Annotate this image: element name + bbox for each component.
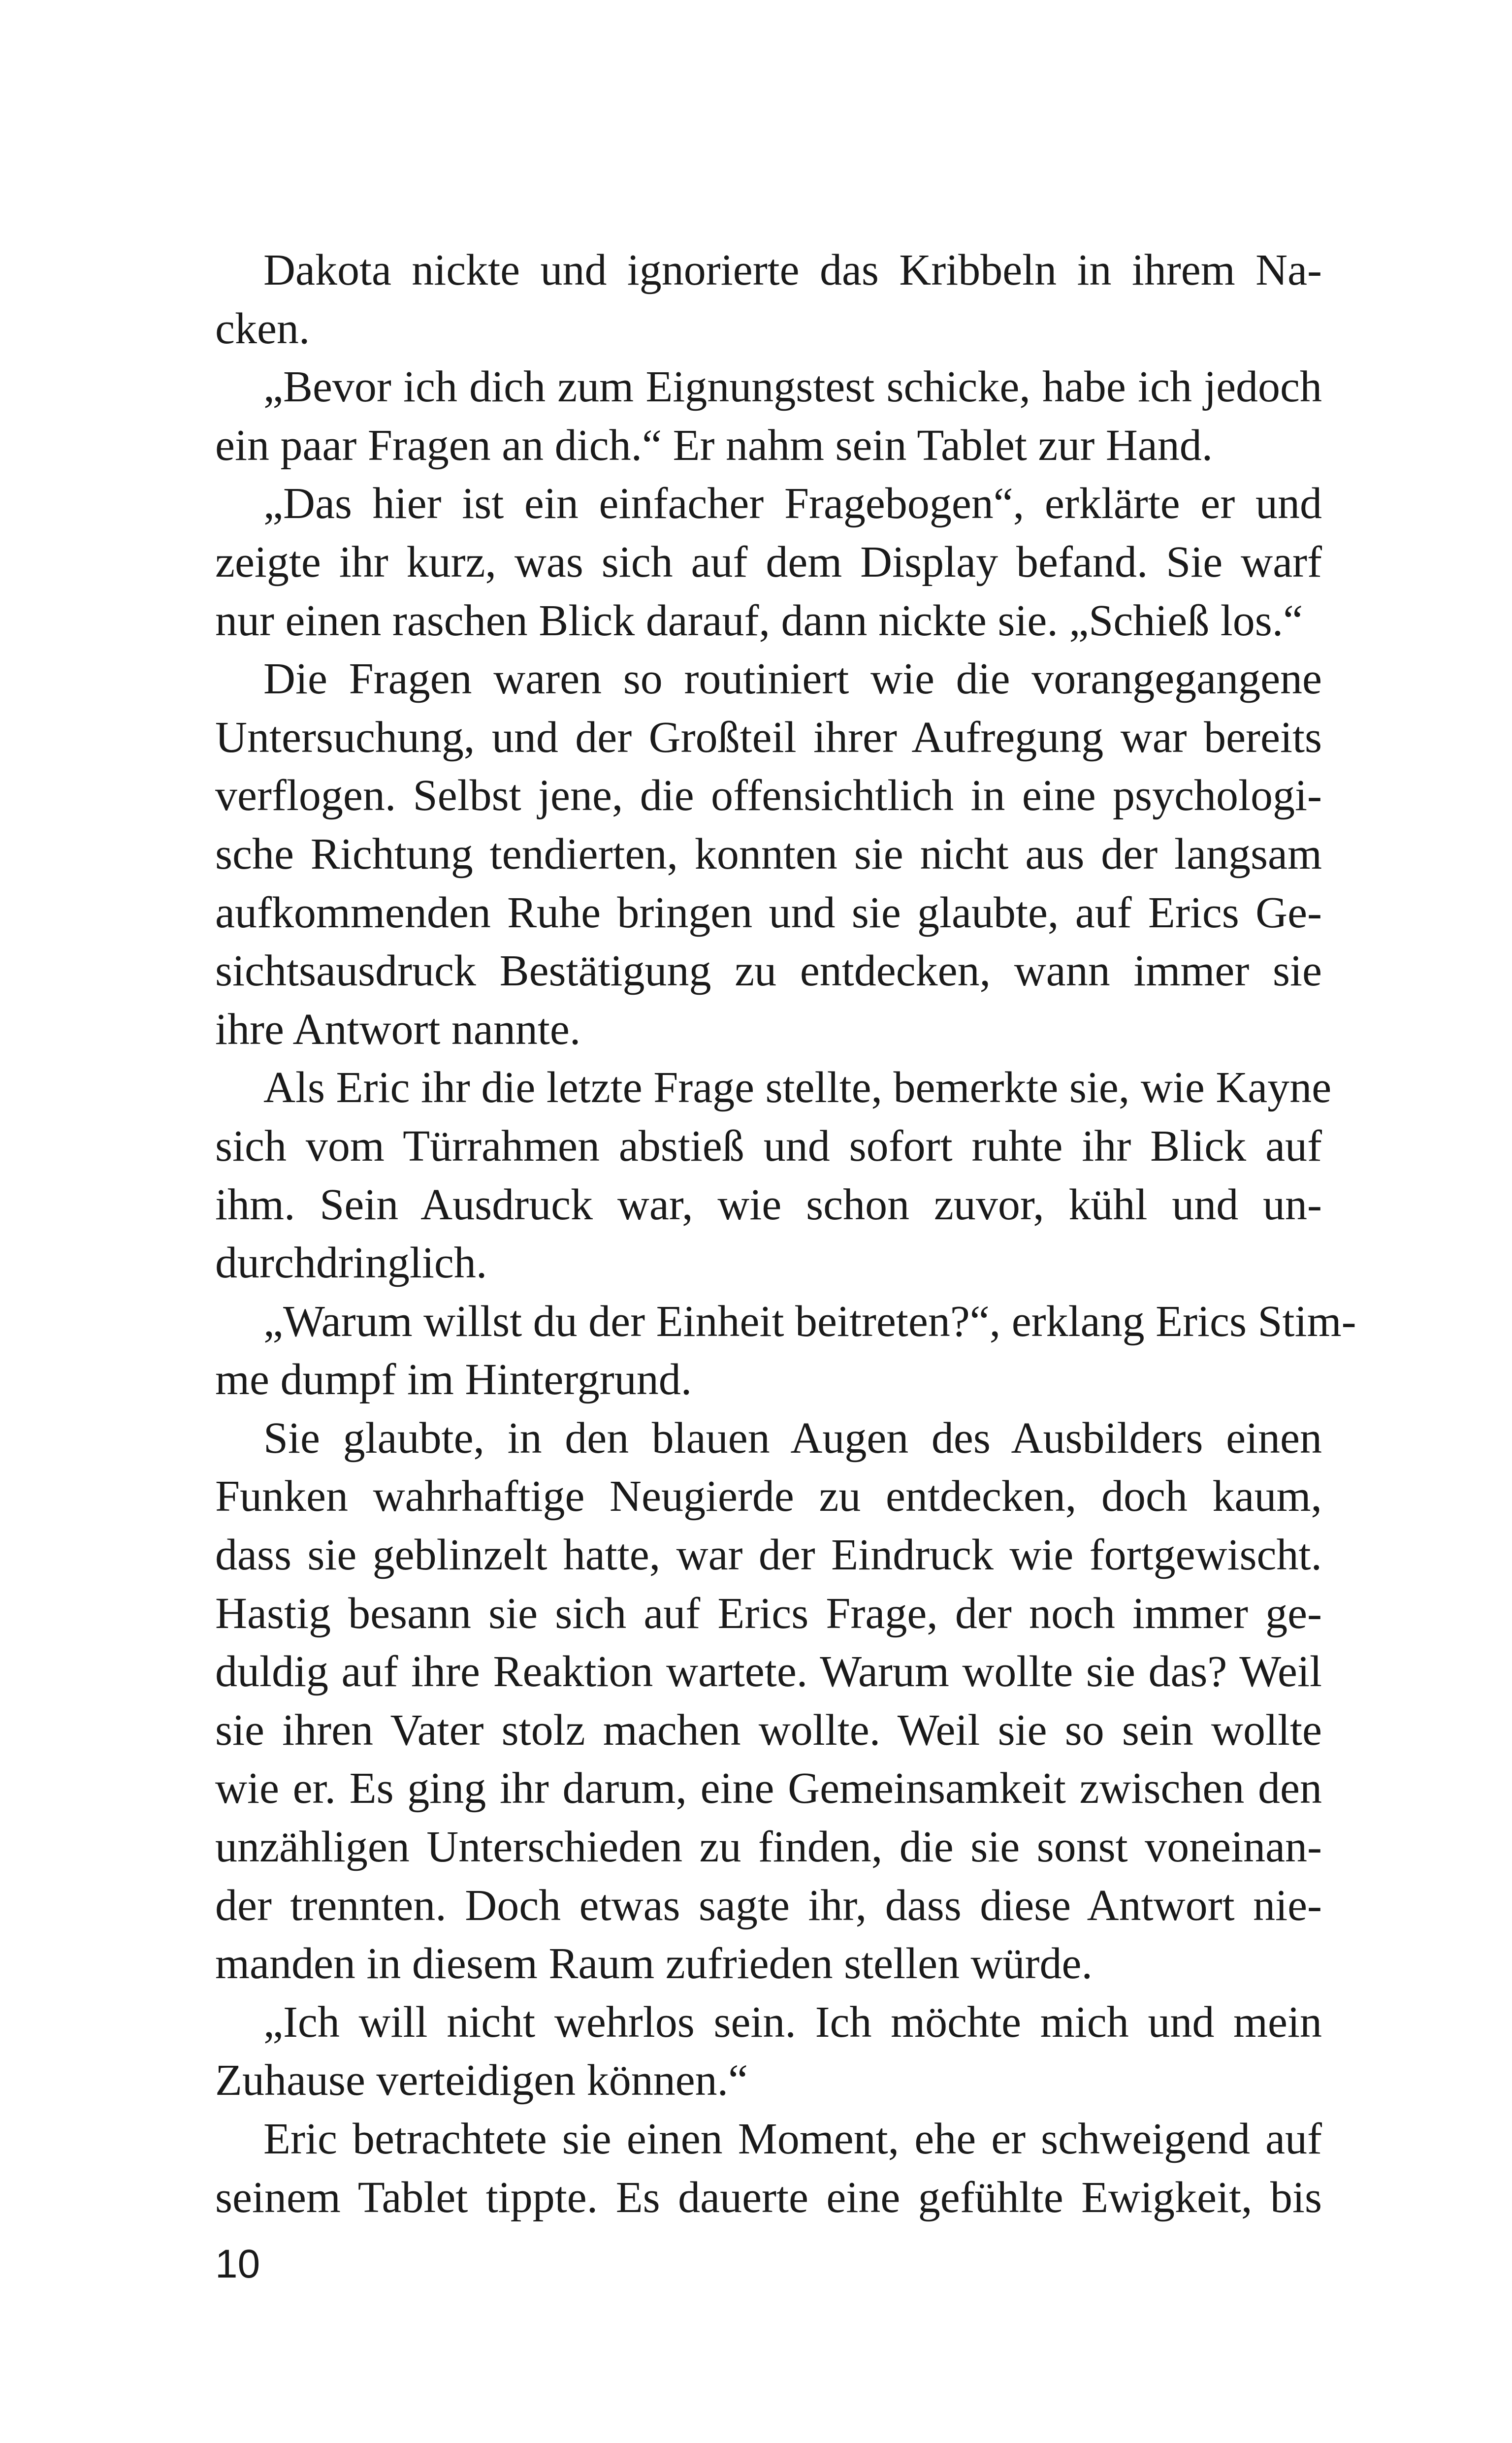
text-line: zeigte ihr kurz, was sich auf dem Display befand. Sie warf: [215, 537, 1322, 586]
text-line: Zuhause verteidigen können.“: [215, 2056, 748, 2105]
text-line: „Bevor ich dich zum Eignungstest schicke, habe ich jedoch: [263, 362, 1322, 412]
text-line: aufkommenden Ruhe bringen und sie glaubte, auf Erics Ge-: [215, 888, 1322, 937]
text-line: unzähligen Unterschieden zu finden, die sie sonst voneinan-: [215, 1823, 1322, 1872]
text-line: „Ich will nicht wehrlos sein. Ich möchte mich und mein: [263, 1997, 1322, 2047]
text-line: Sie glaubte, in den blauen Augen des Ausbilders einen: [263, 1413, 1322, 1463]
text-line: „Das hier ist ein einfacher Fragebogen“, erklärte er und: [263, 479, 1322, 528]
text-line: Hastig besann sie sich auf Erics Frage, der noch immer ge-: [215, 1589, 1322, 1638]
text-line: sche Richtung tendierten, konnten sie nicht aus der langsam: [215, 829, 1322, 879]
text-line: Die Fragen waren so routiniert wie die vorangegangene: [263, 654, 1322, 704]
text-line: verflogen. Selbst jene, die offensichtlich in eine psychologi-: [215, 771, 1322, 820]
text-line: Dakota nickte und ignorierte das Kribbeln in ihrem Na-: [263, 246, 1322, 294]
text-line: wie er. Es ging ihr darum, eine Gemeinsamkeit zwischen den: [215, 1764, 1322, 1813]
text-line: der trennten. Doch etwas sagte ihr, dass diese Antwort nie-: [215, 1881, 1322, 1930]
text-line: seinem Tablet tippte. Es dauerte eine gefühlte Ewigkeit, bis: [215, 2173, 1322, 2222]
text-line: me dumpf im Hintergrund.: [215, 1355, 692, 1404]
text-line: sichtsausdruck Bestätigung zu entdecken, wann immer sie: [215, 946, 1322, 996]
text-line: cken.: [215, 304, 310, 353]
text-line: duldig auf ihre Reaktion wartete. Warum wollte sie das? Weil: [215, 1647, 1322, 1696]
text-line: ein paar Fragen an dich.“ Er nahm sein Tablet zur Hand.: [215, 421, 1213, 470]
text-line: sich vom Türrahmen abstieß und sofort ruhte ihr Blick auf: [215, 1121, 1322, 1171]
text-line: Funken wahrhaftige Neugierde zu entdecken, doch kaum,: [215, 1472, 1322, 1521]
text-line: „Warum willst du der Einheit beitreten?“, erklang Erics Stim-: [263, 1297, 1356, 1346]
page-number: 10: [215, 2242, 260, 2286]
text-line: Als Eric ihr die letzte Frage stellte, bemerkte sie, wie Kayne: [263, 1063, 1332, 1112]
text-line: ihm. Sein Ausdruck war, wie schon zuvor, kühl und un-: [215, 1180, 1322, 1229]
text-line: manden in diesem Raum zufrieden stellen würde.: [215, 1939, 1093, 1988]
text-line: dass sie geblinzelt hatte, war der Eindruck wie fortgewischt.: [215, 1531, 1322, 1580]
text-line: sie ihren Vater stolz machen wollte. Weil sie so sein wollte: [215, 1705, 1322, 1755]
body-text: [215, 241, 1356, 2227]
text-line: durchdringlich.: [215, 1238, 487, 1288]
text-line: Eric betrachtete sie einen Moment, ehe er schweigend auf: [263, 2115, 1322, 2163]
text-line: nur einen raschen Blick darauf, dann nickte sie. „Schieß los.“: [215, 596, 1303, 645]
text-line: Untersuchung, und der Großteil ihrer Aufregung war bereits: [215, 713, 1322, 762]
text-line: ihre Antwort nannte.: [215, 1005, 581, 1054]
